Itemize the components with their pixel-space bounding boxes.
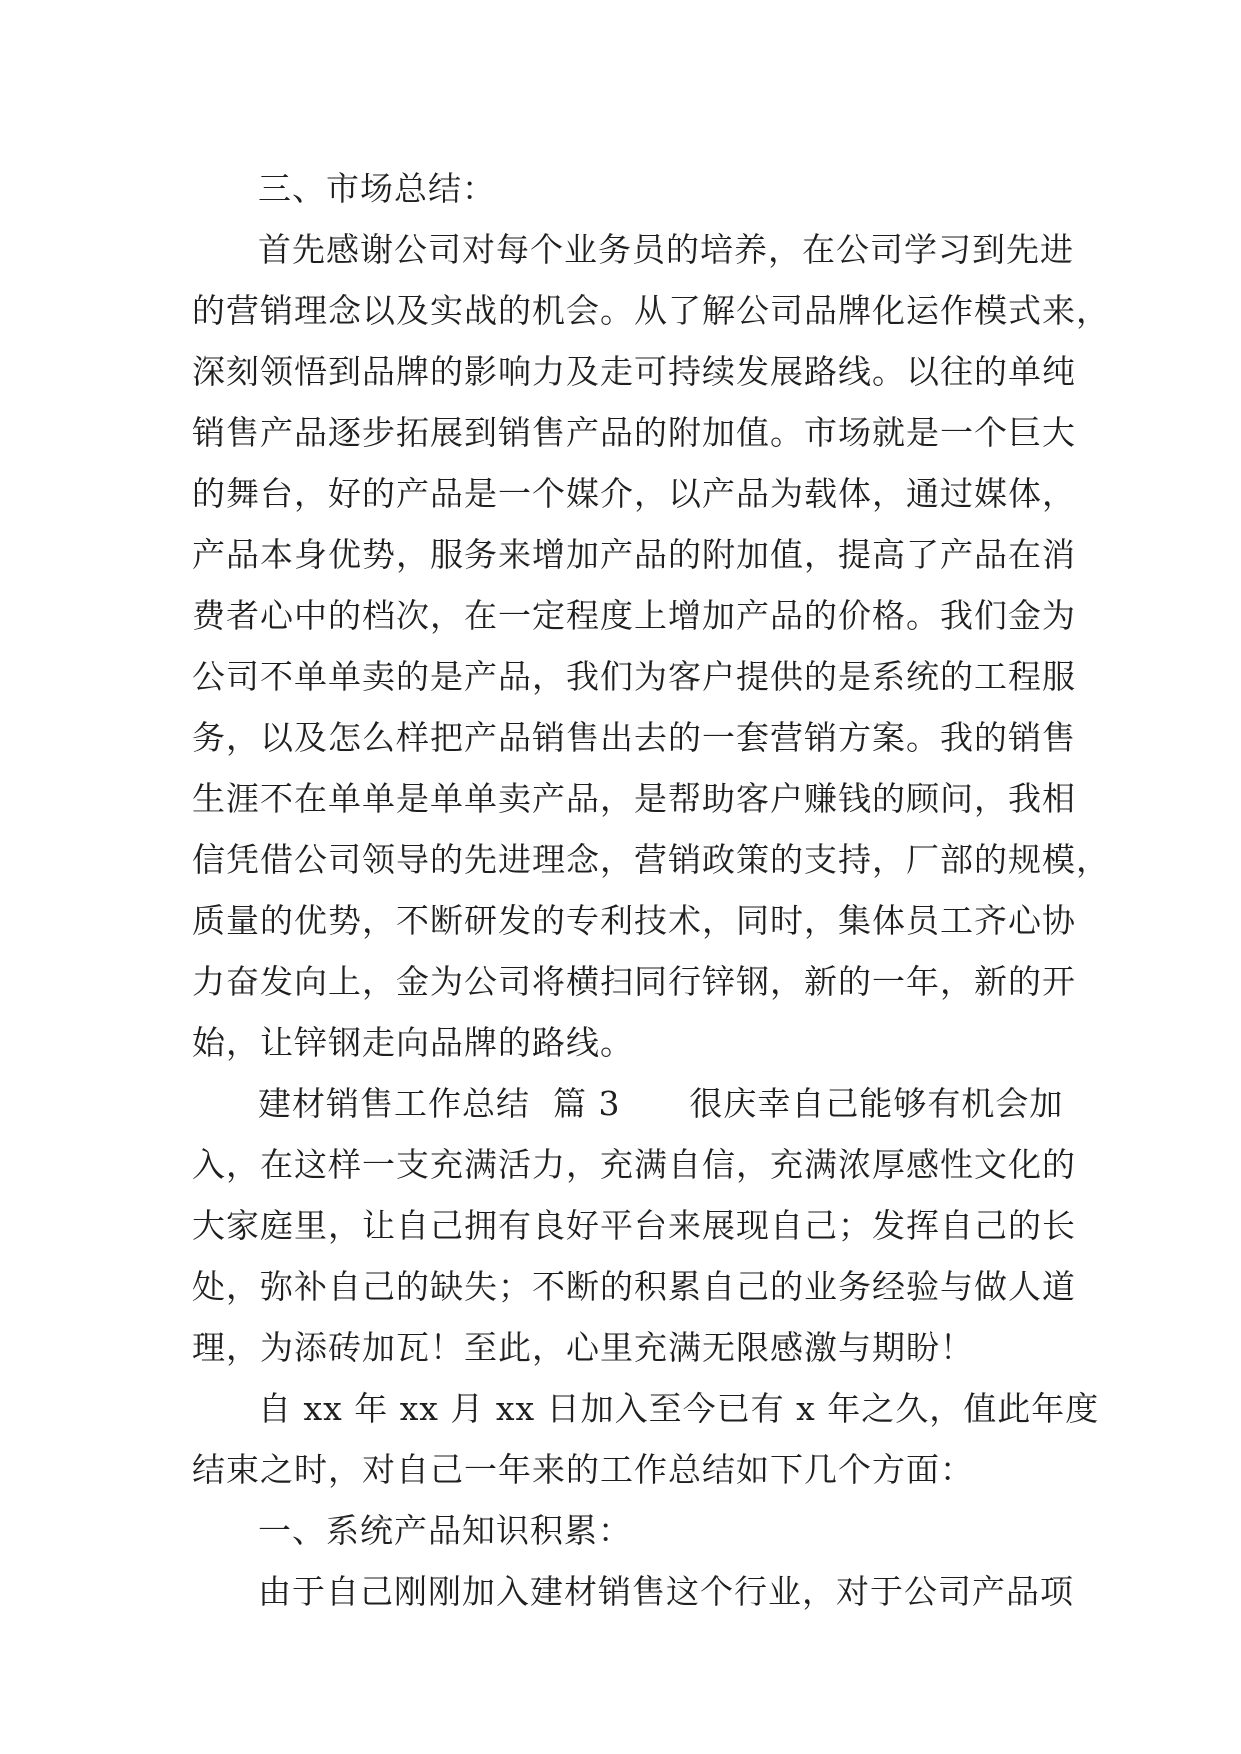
paragraph-line: 理，为添砖加瓦！至此，心里充满无限感激与期盼！ (192, 1328, 974, 1367)
paragraph-line: 力奋发向上，金为公司将横扫同行锌钢，新的一年，新的开 (192, 962, 1076, 1001)
paragraph-line: 公司不单单卖的是产品，我们为客户提供的是系统的工程服 (192, 657, 1076, 696)
paragraph-line: 产品本身优势，服务来增加产品的附加值，提高了产品在消 (192, 535, 1076, 574)
paragraph-line: 信凭借公司领导的先进理念，营销政策的支持，厂部的规模， (192, 840, 1110, 879)
paragraph-line: 首先感谢公司对每个业务员的培养，在公司学习到先进 (258, 230, 1074, 269)
paragraph-line: 始，让锌钢走向品牌的路线。 (192, 1023, 634, 1062)
paragraph-line: 自 xx 年 xx 月 xx 日加入至今已有 x 年之久，值此年度 (258, 1389, 1100, 1428)
paragraph-line: 费者心中的档次，在一定程度上增加产品的价格。我们金为 (192, 596, 1076, 635)
paragraph-line: 质量的优势，不断研发的专利技术，同时，集体员工齐心协 (192, 901, 1076, 940)
paragraph-line: 大家庭里，让自己拥有良好平台来展现自己；发挥自己的长 (192, 1206, 1076, 1245)
section-heading-product-knowledge: 一、系统产品知识积累： (258, 1511, 632, 1550)
article-title-line: 建材销售工作总结 篇 3 很庆幸自己能够有机会加 (258, 1084, 1064, 1123)
paragraph-line: 结束之时，对自己一年来的工作总结如下几个方面： (192, 1450, 974, 1489)
section-heading-market-summary: 三、市场总结： (258, 169, 496, 208)
paragraph-line: 深刻领悟到品牌的影响力及走可持续发展路线。以往的单纯 (192, 352, 1076, 391)
paragraph-line: 销售产品逐步拓展到销售产品的附加值。市场就是一个巨大 (192, 413, 1076, 452)
paragraph-line: 的营销理念以及实战的机会。从了解公司品牌化运作模式来， (192, 291, 1110, 330)
paragraph-line: 的舞台，好的产品是一个媒介，以产品为载体，通过媒体， (192, 474, 1076, 513)
document-body (192, 158, 1110, 1622)
paragraph-line: 由于自己刚刚加入建材销售这个行业，对于公司产品项 (258, 1572, 1074, 1611)
paragraph-line: 入，在这样一支充满活力，充满自信，充满浓厚感性文化的 (192, 1145, 1076, 1184)
paragraph-line: 务，以及怎么样把产品销售出去的一套营销方案。我的销售 (192, 718, 1076, 757)
paragraph-line: 处，弥补自己的缺失；不断的积累自己的业务经验与做人道 (192, 1267, 1076, 1306)
paragraph-line: 生涯不在单单是单单卖产品，是帮助客户赚钱的顾问，我相 (192, 779, 1076, 818)
